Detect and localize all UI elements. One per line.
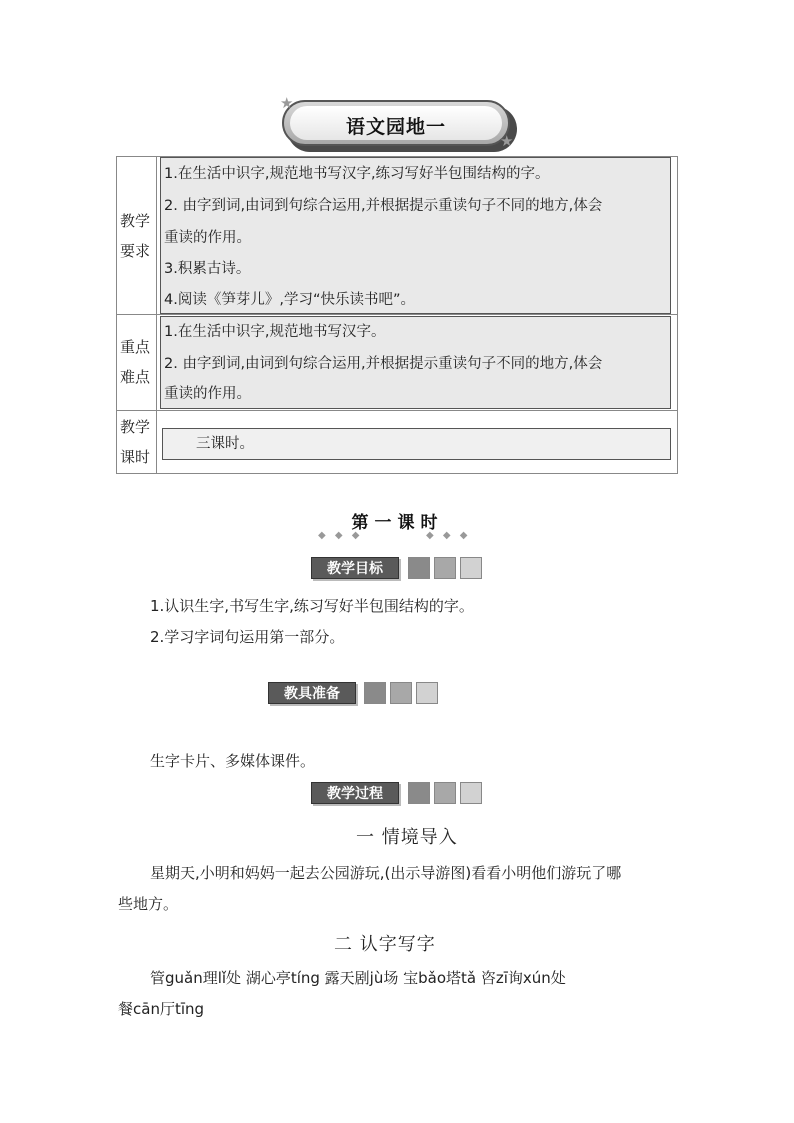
key-point-line: 重读的作用。	[164, 386, 251, 402]
requirement-line: 1.在生活中识字,规范地书写汉字,练习写好半包围结构的字。	[164, 166, 550, 182]
tag-square	[416, 682, 438, 704]
goal-line: 1.认识生字,书写生字,练习写好半包围结构的字。	[150, 597, 474, 615]
tools-tag: 教具准备	[268, 682, 356, 704]
requirement-line: 3.积累古诗。	[164, 261, 251, 277]
tag-square	[408, 782, 430, 804]
decoration-icon: ◆ ◆ ◆	[318, 530, 363, 541]
row-label-requirements: 教学 要求	[120, 212, 151, 260]
tag-square	[460, 782, 482, 804]
tools-text: 生字卡片、多媒体课件。	[150, 752, 316, 770]
vocabulary-line: 餐cān厅tīng	[118, 1000, 205, 1018]
page-title: 语文园地一	[345, 116, 446, 138]
table-divider	[116, 410, 678, 411]
paragraph-line: 星期天,小明和妈妈一起去公园游玩,(出示导游图)看看小明他们游玩了哪	[150, 864, 622, 882]
key-point-line: 1.在生活中识字,规范地书写汉字。	[164, 324, 386, 340]
vocabulary-line: 管guǎn理lǐ处 湖心亭tíng 露天剧jù场 宝bǎo塔tǎ 咨zī询xún处	[150, 969, 566, 987]
tag-square	[460, 557, 482, 579]
paragraph-line: 些地方。	[118, 895, 179, 913]
requirement-line: 4.阅读《笋芽儿》,学习“快乐读书吧”。	[164, 292, 415, 308]
decoration-icon: ◆ ◆ ◆	[426, 530, 471, 541]
row-label-class-hours: 教学 课时	[120, 418, 151, 466]
requirement-line: 2. 由字到词,由词到句综合运用,并根据提示重读句子不同的地方,体会	[164, 198, 603, 214]
table-divider	[156, 156, 157, 474]
class-hours-text: 三课时。	[196, 436, 254, 452]
tag-square	[408, 557, 430, 579]
section-title: 二 认字写字	[334, 934, 436, 955]
tag-square	[390, 682, 412, 704]
tag-square	[434, 782, 456, 804]
tag-square	[434, 557, 456, 579]
star-icon: ★	[280, 94, 294, 112]
section-title: 一 情境导入	[356, 827, 458, 848]
row-label-key-points: 重点 难点	[120, 338, 151, 386]
star-icon: ★	[500, 132, 514, 150]
goals-tag: 教学目标	[311, 557, 399, 579]
table-divider	[116, 314, 678, 315]
requirement-line: 重读的作用。	[164, 230, 251, 246]
key-point-line: 2. 由字到词,由词到句综合运用,并根据提示重读句子不同的地方,体会	[164, 356, 603, 372]
goal-line: 2.学习字词句运用第一部分。	[150, 628, 345, 646]
tag-square	[364, 682, 386, 704]
process-tag: 教学过程	[311, 782, 399, 804]
lesson-heading: 第一课时	[351, 513, 444, 533]
